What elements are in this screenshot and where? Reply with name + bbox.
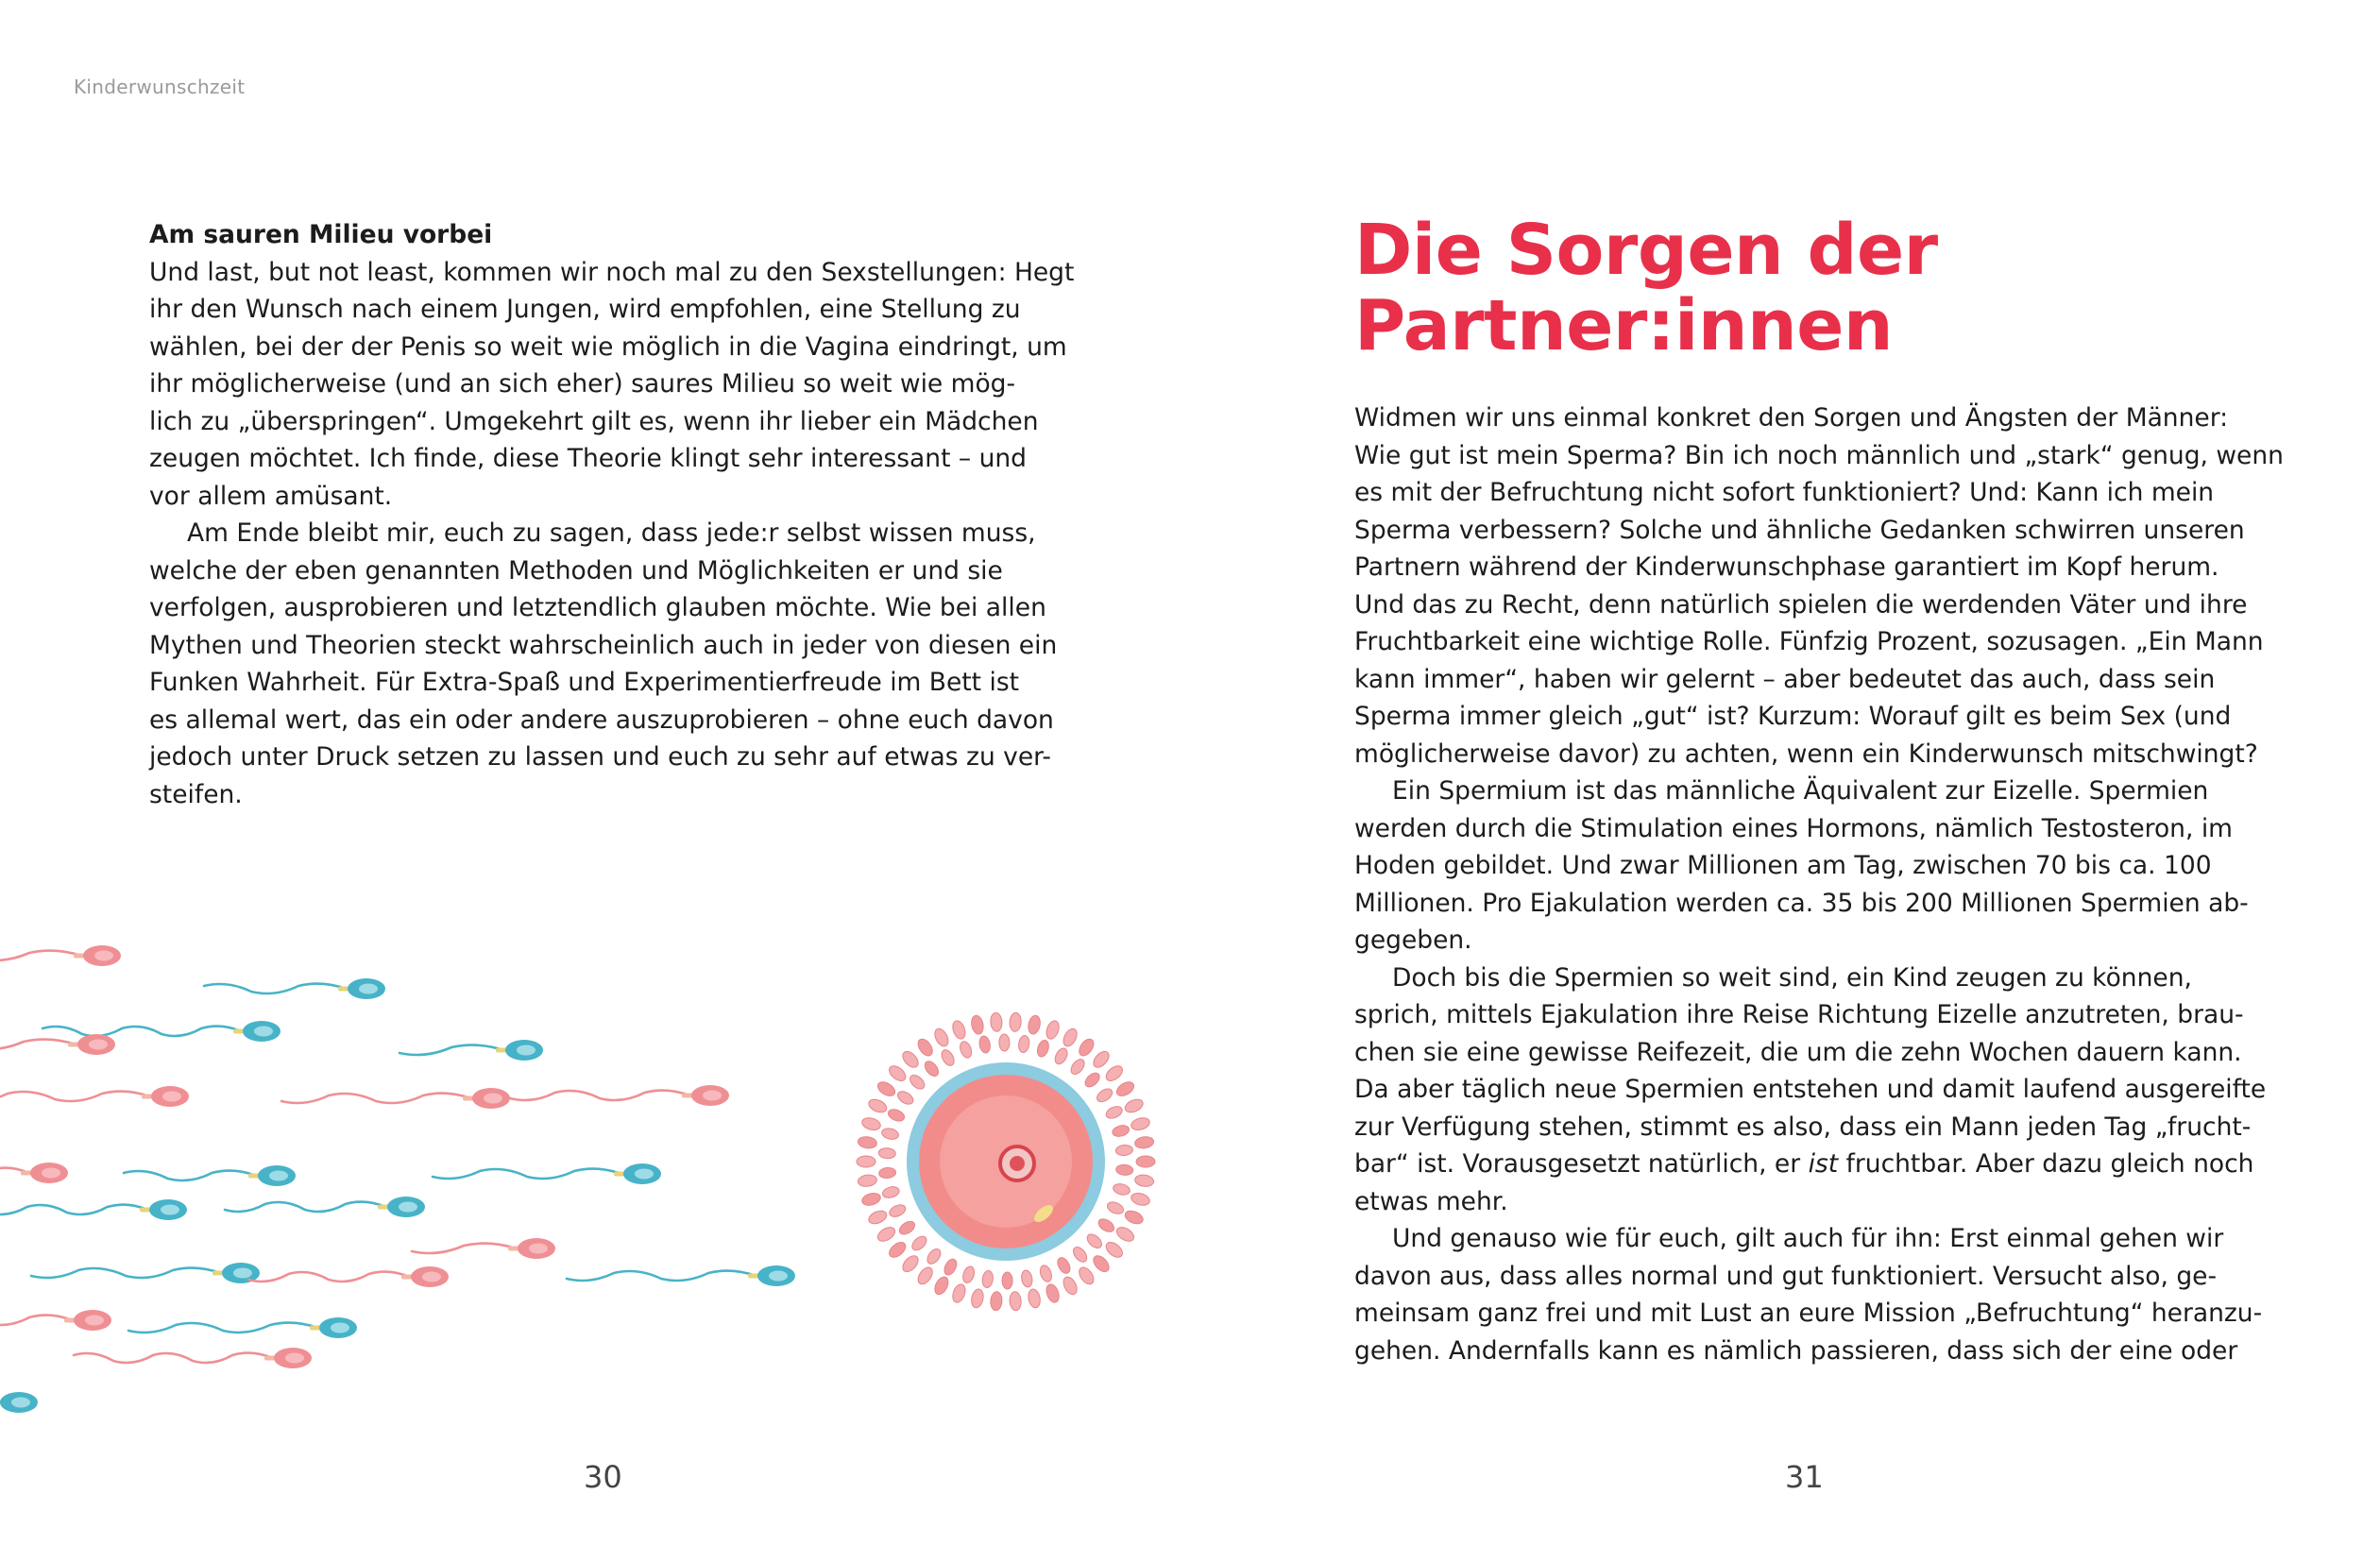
text-line: es allemal wert, das ein oder andere auszuprobieren – ohne euch davon xyxy=(149,705,1054,735)
chapter-title-line: Die Sorgen der xyxy=(1354,210,1938,291)
text-line: Und genauso wie für euch, gilt auch für ihn: Erst einmal gehen wir xyxy=(1392,1224,2224,1253)
text-line: Sperma verbessern? Solche und ähnliche Gedanken schwirren unseren xyxy=(1354,515,2245,545)
text-line: ihr möglicherweise (und an sich eher) saures Milieu so weit wie mög- xyxy=(149,369,1016,399)
text-line: Wie gut ist mein Sperma? Bin ich noch männlich und „stark“ genug, wenn xyxy=(1354,440,2284,470)
emphasis: ist xyxy=(1808,1149,1839,1179)
text-line: sprich, mittels Ejakulation ihre Reise Richtung Eizelle anzutreten, brau- xyxy=(1354,1000,2244,1029)
text-line: welche der eben genannten Methoden und Möglichkeiten er und sie xyxy=(149,555,1003,586)
text-line: möglicherweise davor) zu achten, wenn ein Kinderwunsch mitschwingt? xyxy=(1354,739,2258,769)
text-line: werden durch die Stimulation eines Hormons, nämlich Testosteron, im xyxy=(1354,813,2233,843)
text-line: Funken Wahrheit. Für Extra-Spaß und Experimentierfreude im Bett ist xyxy=(149,668,1020,697)
text-line: meinsam ganz frei und mit Lust an eure Mission „Befruchtung“ heranzu- xyxy=(1354,1299,2263,1328)
section-heading: Am sauren Milieu vorbei xyxy=(149,220,493,249)
text-line: Am Ende bleibt mir, euch zu sagen, dass jede:r selbst wissen muss, xyxy=(187,518,1036,548)
text-line: verfolgen, ausprobieren und letztendlich glauben möchte. Wie bei allen xyxy=(149,593,1046,622)
text-line: chen sie eine gewisse Reifezeit, die um die zehn Wochen dauern kann. xyxy=(1354,1037,2242,1067)
text-line: zeugen möchtet. Ich finde, diese Theorie klingt sehr interessant – und xyxy=(149,444,1027,473)
page-number: 31 xyxy=(1785,1459,1824,1495)
text-line: Und last, but not least, kommen wir noch mal zu den Sexstellungen: Hegt xyxy=(149,257,1075,287)
text-line: etwas mehr. xyxy=(1354,1186,1508,1216)
text-line: Millionen. Pro Ejakulation werden ca. 35 bis 200 Millionen Spermien ab- xyxy=(1354,888,2249,918)
text-line: steifen. xyxy=(149,779,243,809)
text-line: Sperma immer gleich „gut“ ist? Kurzum: Worauf gilt es beim Sex (und xyxy=(1354,702,2232,731)
paragraph xyxy=(1354,959,2280,1221)
text-line: Fruchtbarkeit eine wichtige Rolle. Fünfzig Prozent, sozusagen. „Ein Mann xyxy=(1354,627,2264,656)
text-fragment: bar“ ist. Vorausgesetzt natürlich, er xyxy=(1354,1149,1809,1179)
text-line: wählen, bei der der Penis so weit wie möglich in die Vagina eindringt, um xyxy=(149,331,1067,362)
text-line: Doch bis die Spermien so weit sind, ein Kind zeugen zu können, xyxy=(1392,962,2192,993)
text-line: ihr den Wunsch nach einem Jungen, wird empfohlen, eine Stellung zu xyxy=(149,295,1021,324)
text-line: gegeben. xyxy=(1354,925,1472,955)
right-body-text xyxy=(1354,399,2284,1369)
text-line: gehen. Andernfalls kann es nämlich passieren, dass sich der eine oder xyxy=(1354,1335,2238,1366)
paragraph xyxy=(1354,773,2280,959)
text-fragment: fruchtbar. Aber dazu gleich noch xyxy=(1838,1149,2254,1179)
chapter-title xyxy=(1354,212,1938,364)
text-line: lich zu „überspringen“. Umgekehrt gilt es, wenn ihr lieber ein Mädchen xyxy=(149,406,1039,436)
chapter-title-line: Partner:innen xyxy=(1354,285,1894,366)
text-line: davon aus, dass alles normal und gut funktioniert. Versucht also, ge- xyxy=(1354,1261,2218,1291)
page-number: 30 xyxy=(584,1459,622,1495)
text-line: Und das zu Recht, denn natürlich spielen die werdenden Väter und ihre xyxy=(1354,589,2248,620)
text-line: Da aber täglich neue Spermien entstehen und damit laufend ausgereifte xyxy=(1354,1075,2267,1104)
text-line: Widmen wir uns einmal konkret den Sorgen und Ängsten der Männer: xyxy=(1354,403,2229,433)
paragraph xyxy=(1354,1220,2280,1369)
paragraph xyxy=(1354,399,2284,773)
text-line: kann immer“, haben wir gelernt – aber bedeutet das auch, dass sein xyxy=(1354,664,2216,694)
text-line: jedoch unter Druck setzen zu lassen und euch zu sehr auf etwas zu ver- xyxy=(149,742,1051,772)
text-line xyxy=(1354,1146,2280,1183)
text-line: Ein Spermium ist das männliche Äquivalent zur Eizelle. Spermien xyxy=(1392,776,2209,806)
running-head: Kinderwunschzeit xyxy=(74,76,246,98)
text-line: es mit der Befruchtung nicht sofort funktioniert? Und: Kann ich mein xyxy=(1354,478,2215,507)
text-line: Mythen und Theorien steckt wahrscheinlich auch in jeder von diesen ein xyxy=(149,630,1058,660)
text-line: Hoden gebildet. Und zwar Millionen am Tag, zwischen 70 bis ca. 100 xyxy=(1354,851,2212,880)
text-line: zur Verfügung stehen, stimmt es also, dass ein Mann jeden Tag „frucht- xyxy=(1354,1112,2252,1142)
text-line: vor allem amüsant. xyxy=(149,481,393,511)
text-line: Partnern während der Kinderwunschphase garantiert im Kopf herum. xyxy=(1354,552,2219,582)
